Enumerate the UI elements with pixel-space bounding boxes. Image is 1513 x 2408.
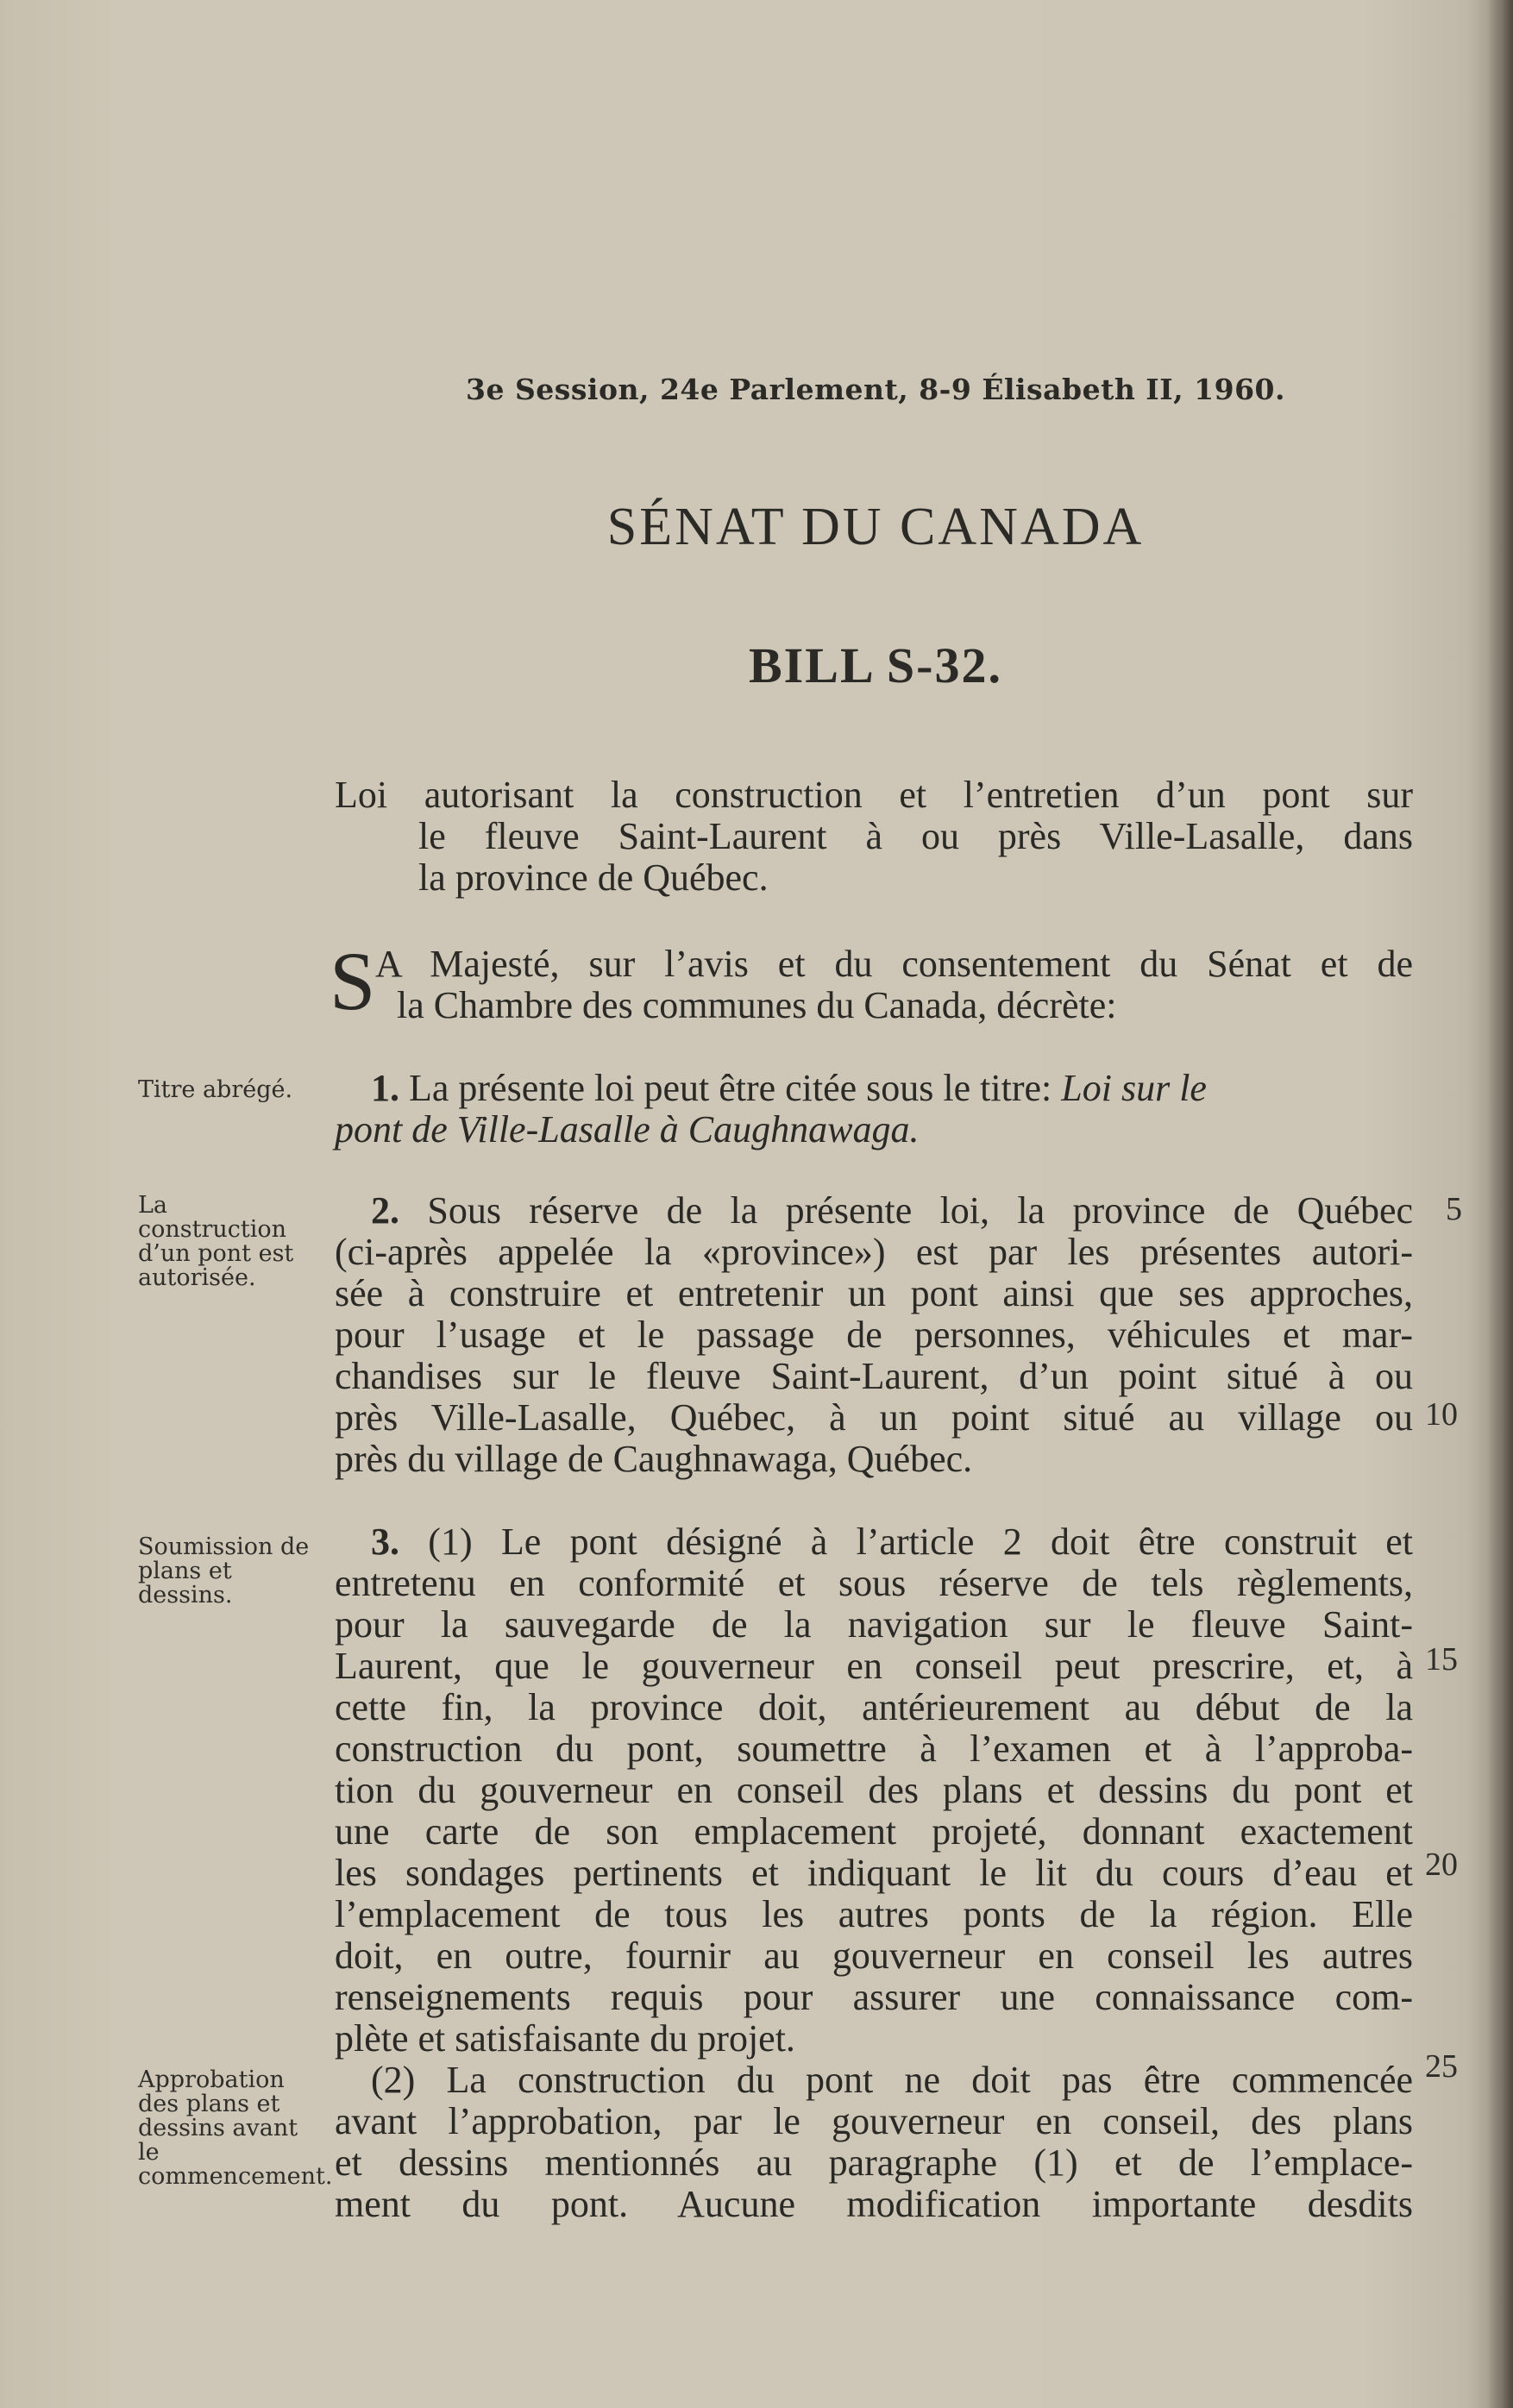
page-edge-shadow: [1487, 0, 1513, 2408]
line-number: 5: [1446, 1191, 1462, 1227]
section-3-line: cette fin, la province doit, antérieurement au début de la: [335, 1686, 1413, 1728]
section-3-line: plète et satisfaisante du projet.: [335, 2017, 795, 2060]
side-note-short-title: Titre abrégé.: [138, 1076, 293, 1103]
section-3-line: 3. (1) Le pont désigné à l’article 2 doit être construit et: [371, 1521, 1413, 1563]
line-number: 20: [1425, 1847, 1458, 1883]
section-1-line: [335, 1109, 920, 1151]
line-number: 10: [1425, 1396, 1458, 1433]
section-3-line: doit, en outre, fournir au gouverneur en conseil les autres: [335, 1935, 1413, 1977]
long-title-line: le fleuve Saint-Laurent à ou près Ville-Lasalle, dans: [418, 815, 1413, 857]
drop-cap: S: [330, 935, 376, 1027]
section-3-line: l’emplacement de tous les autres ponts de la région. Elle: [335, 1893, 1413, 1935]
short-title-italic: Loi sur le: [1052, 1067, 1207, 1109]
section-3-subsection-2-line: ment du pont. Aucune modification importante desdits: [335, 2183, 1413, 2225]
section-3-line: construction du pont, soumettre à l’examen et à l’approba-: [335, 1728, 1413, 1770]
section-1-line: [371, 1068, 1413, 1109]
section-3-line: entretenu en conformité et sous réserve de tels règlements,: [335, 1562, 1413, 1604]
session-line: 3e Session, 24e Parlement, 8-9 Élisabeth II, 1960.: [466, 373, 1285, 406]
side-note-construction-authorized: La construction d’un pont est autorisée.: [138, 1192, 294, 1291]
section-3-line: pour la sauvegarde de la navigation sur le fleuve Saint-: [335, 1603, 1413, 1646]
section-3-subsection-2-line: et dessins mentionnés au paragraphe (1) et de l’emplace-: [335, 2141, 1413, 2184]
section-3-line: une carte de son emplacement projeté, donnant exactement: [335, 1810, 1413, 1853]
bill-number: BILL S-32.: [749, 637, 1002, 693]
short-title-italic: pont de Ville-Lasalle à Caughnawaga.: [335, 1108, 920, 1151]
section-2-line: 2. Sous réserve de la présente loi, la province de Québec: [371, 1189, 1413, 1232]
section-2-line: (ci-après appelée la «province») est par les présentes autori-: [335, 1231, 1413, 1273]
preamble-line: la Chambre des communes du Canada, décrète:: [397, 984, 1117, 1026]
side-note-approval-of-plans: Approbation des plans et dessins avant le commencement.: [138, 2066, 333, 2190]
section-3-line: renseignements requis pour assurer une connaissance com-: [335, 1976, 1413, 2018]
section-number: 3.: [371, 1521, 399, 1563]
long-title-line: la province de Québec.: [418, 856, 769, 899]
section-3-subsection-2-line: avant l’approbation, par le gouverneur en conseil, des plans: [335, 2100, 1413, 2142]
section-2-line: pour l’usage et le passage de personnes, véhicules et mar-: [335, 1314, 1413, 1356]
section-2-line: près du village de Caughnawaga, Québec.: [335, 1438, 973, 1480]
section-2-line: près Ville-Lasalle, Québec, à un point situé au village ou: [335, 1396, 1413, 1439]
section-2-line: chandises sur le fleuve Saint-Laurent, d’un point situé à ou: [335, 1355, 1413, 1397]
section-3-line: Laurent, que le gouverneur en conseil peut prescrire, et, à: [335, 1645, 1413, 1687]
section-3-line: les sondages pertinents et indiquant le lit du cours d’eau et: [335, 1852, 1413, 1894]
preamble-line: A Majesté, sur l’avis et du consentement du Sénat et de: [375, 943, 1413, 985]
side-note-submission-of-plans: Soumission de plans et dessins.: [138, 1533, 310, 1608]
section-number: 1.: [371, 1067, 399, 1109]
senate-title: SÉNAT DU CANADA: [606, 498, 1145, 556]
line-number: 25: [1425, 2048, 1458, 2085]
section-2-line: sée à construire et entretenir un pont ainsi que ses approches,: [335, 1272, 1413, 1314]
section-3-line: tion du gouverneur en conseil des plans et dessins du pont et: [335, 1769, 1413, 1811]
line-number: 15: [1425, 1641, 1458, 1677]
section-text: La présente loi peut être citée sous le titre:: [399, 1067, 1052, 1109]
long-title-line: Loi autorisant la construction et l’entretien d’un pont sur: [335, 774, 1413, 816]
section-number: 2.: [371, 1189, 399, 1232]
section-3-subsection-2-line: (2) La construction du pont ne doit pas être commencée: [371, 2059, 1413, 2101]
